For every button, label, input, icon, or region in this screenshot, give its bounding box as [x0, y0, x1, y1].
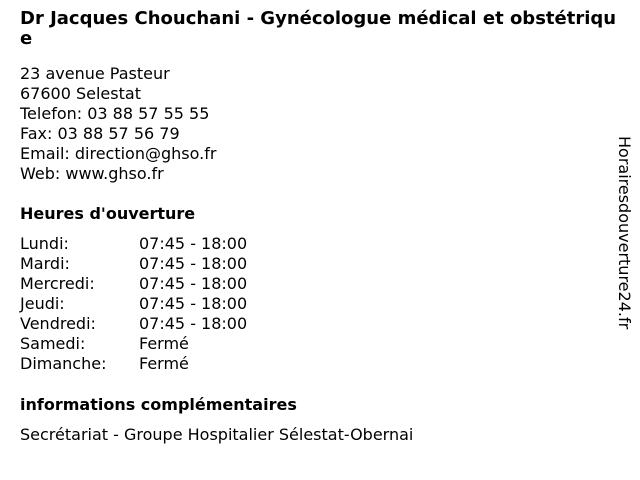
website[interactable]: Web: www.ghso.fr	[20, 164, 164, 183]
address-street: 23 avenue Pasteur	[20, 64, 170, 83]
hours-time: 07:45 - 18:00	[139, 294, 248, 313]
phone-number[interactable]: Telefon: 03 88 57 55 55	[20, 104, 210, 123]
hours-time: 07:45 - 18:00	[139, 314, 248, 333]
hours-day: Samedi:	[20, 334, 86, 353]
page-title: Dr Jacques Chouchani - Gynécologue médical et obstétrique	[20, 8, 617, 49]
hours-time: Fermé	[139, 334, 189, 353]
address-block	[20, 64, 216, 184]
hours-day: Jeudi:	[20, 294, 65, 313]
hours-time: 07:45 - 18:00	[139, 274, 248, 293]
additional-info-text: Secrétariat - Groupe Hospitalier Sélestat-Obernai	[20, 425, 414, 444]
hours-day: Lundi:	[20, 234, 69, 253]
hours-time: Fermé	[139, 354, 189, 373]
site-watermark-label: Horairesdouverture24.fr	[615, 136, 634, 330]
hours-time: 07:45 - 18:00	[139, 234, 248, 253]
address-city: 67600 Selestat	[20, 84, 141, 103]
hours-day: Mardi:	[20, 254, 70, 273]
opening-hours-heading: Heures d'ouverture	[20, 204, 196, 223]
hours-day: Vendredi:	[20, 314, 96, 333]
email-address[interactable]: Email: direction@ghso.fr	[20, 144, 217, 163]
hours-day: Dimanche:	[20, 354, 107, 373]
hours-day: Mercredi:	[20, 274, 95, 293]
additional-info-heading: informations complémentaires	[20, 395, 297, 414]
hours-time: 07:45 - 18:00	[139, 254, 248, 273]
fax-number: Fax: 03 88 57 56 79	[20, 124, 180, 143]
